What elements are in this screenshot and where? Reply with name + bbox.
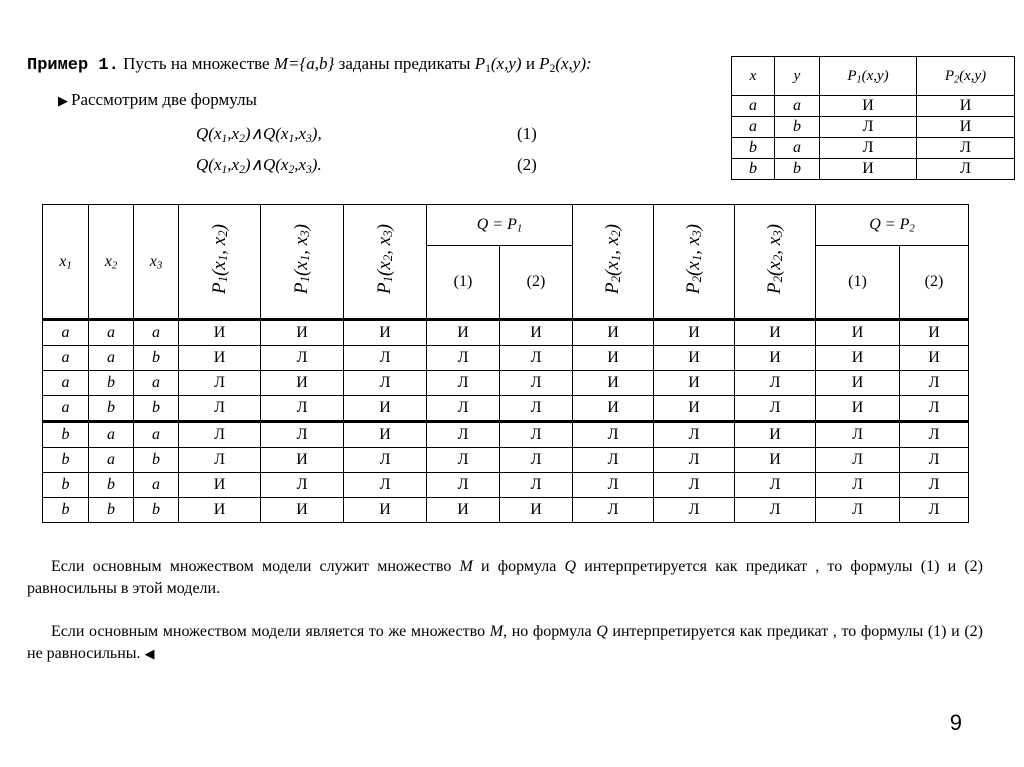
table-cell: И	[179, 320, 261, 346]
page-number: 9	[949, 710, 962, 735]
small-table-cell: b	[775, 117, 820, 138]
table-cell: Л	[500, 396, 573, 422]
table-cell: Л	[735, 396, 816, 422]
header-q-p2: $Q = P_2$	[816, 205, 969, 246]
table-cell: Л	[179, 448, 261, 473]
table-cell: Л	[900, 448, 969, 473]
paragraph-2	[27, 621, 983, 665]
table-cell: Л	[261, 473, 344, 498]
table-cell: И	[816, 371, 900, 396]
header-p1-x1x2-label: $P_1(x_1$, $x_2$)	[208, 224, 230, 294]
table-cell: a	[43, 396, 89, 422]
header-q2-formula1: (1)	[816, 246, 900, 320]
table-cell: Л	[427, 448, 500, 473]
set-m: M	[273, 54, 289, 73]
table-cell: И	[573, 320, 654, 346]
table-cell: И	[344, 422, 427, 448]
table-cell: a	[43, 320, 89, 346]
small-table-cell: И	[917, 117, 1015, 138]
table-cell: Л	[573, 498, 654, 523]
table-cell: Л	[735, 371, 816, 396]
table-cell: b	[89, 371, 134, 396]
table-cell: Л	[573, 448, 654, 473]
table-cell: a	[134, 422, 179, 448]
small-table-cell: a	[732, 96, 775, 117]
paragraph-2-text: Если основным множеством модели является то же множество M, но формула Q интерпретируется как предикат , то формулы (1) и (2) не равносильны.	[27, 623, 984, 662]
small-table-cell: И	[820, 96, 917, 117]
table-cell: И	[179, 498, 261, 523]
header-p1-x1x3	[261, 205, 344, 320]
table-cell: b	[134, 448, 179, 473]
table-cell: И	[500, 498, 573, 523]
paragraph-1-text: Если основным множеством модели служит множество M и формула Q интерпретируется как предикат , то формулы (1) и (2) равносильны в этой модели.	[27, 558, 983, 597]
formula-2-number: (2)	[517, 155, 537, 174]
table-cell: Л	[344, 473, 427, 498]
table-row	[43, 320, 969, 346]
table-cell: Л	[816, 422, 900, 448]
table-cell: Л	[500, 448, 573, 473]
table-cell: b	[134, 346, 179, 371]
formula-1	[196, 124, 322, 144]
table-row	[43, 473, 969, 498]
table-cell: Л	[900, 498, 969, 523]
p1-symbol: P	[474, 54, 486, 73]
table-cell: И	[900, 320, 969, 346]
header-x3: $x_3$	[134, 205, 179, 320]
table-cell: Л	[900, 371, 969, 396]
table-cell: Л	[654, 422, 735, 448]
table-row	[43, 422, 969, 448]
set-elements: ={a,b}	[288, 54, 335, 73]
table-cell: a	[89, 448, 134, 473]
table-cell: b	[43, 473, 89, 498]
bullet-left-icon: ◀	[144, 646, 155, 661]
table-row	[43, 498, 969, 523]
small-table-cell: И	[917, 96, 1015, 117]
header-p2-x1x2-label: $P_2(x_1$, $x_2$)	[602, 224, 624, 294]
small-table-row	[732, 159, 1015, 180]
small-table-cell: b	[775, 159, 820, 180]
table-cell: И	[573, 371, 654, 396]
table-cell: Л	[500, 371, 573, 396]
table-cell: b	[89, 473, 134, 498]
table-cell: И	[261, 498, 344, 523]
table-cell: И	[735, 320, 816, 346]
header-p2-x1x3	[654, 205, 735, 320]
small-table-cell: Л	[917, 138, 1015, 159]
table-cell: Л	[179, 422, 261, 448]
table-row	[43, 346, 969, 371]
table-row	[43, 448, 969, 473]
table-cell: И	[654, 346, 735, 371]
table-cell: Л	[427, 371, 500, 396]
table-cell: И	[735, 346, 816, 371]
small-header-p1: $P_1(x,y)$	[820, 57, 917, 96]
table-cell: a	[134, 320, 179, 346]
intro-and: и	[521, 54, 540, 73]
formula-1-number: (1)	[517, 124, 537, 143]
table-cell: Л	[344, 448, 427, 473]
table-cell: И	[261, 448, 344, 473]
formula-2-text: $Q(x_1,x_2)\wedge Q(x_2,x_3)$.	[196, 155, 322, 176]
intro-text-a: Пусть на множестве	[123, 54, 274, 73]
table-cell: b	[43, 448, 89, 473]
small-table-cell: Л	[917, 159, 1015, 180]
small-header-x: x	[732, 57, 775, 96]
small-table-cell: a	[775, 96, 820, 117]
table-cell: И	[427, 320, 500, 346]
table-cell: Л	[179, 371, 261, 396]
small-header-p2: $P_2(x,y)$	[917, 57, 1015, 96]
table-cell: И	[735, 448, 816, 473]
table-cell: И	[261, 371, 344, 396]
header-p2-x2x3	[735, 205, 816, 320]
bullet-right-icon: ▶	[58, 93, 68, 108]
table-cell: И	[654, 320, 735, 346]
table-cell: Л	[261, 396, 344, 422]
small-table-cell: a	[775, 138, 820, 159]
table-cell: И	[344, 498, 427, 523]
table-cell: И	[816, 396, 900, 422]
table-row	[43, 371, 969, 396]
table-cell: Л	[573, 473, 654, 498]
table-cell: Л	[816, 498, 900, 523]
table-cell: a	[89, 422, 134, 448]
paragraph-1	[27, 556, 983, 600]
header-q1-formula1: (1)	[427, 246, 500, 320]
table-cell: Л	[427, 473, 500, 498]
small-table-cell: Л	[820, 117, 917, 138]
header-p2-x1x3-label: $P_2(x_1$, $x_3$)	[683, 224, 705, 294]
table-cell: И	[261, 320, 344, 346]
table-cell: Л	[500, 422, 573, 448]
table-cell: И	[427, 498, 500, 523]
header-x1: $x_1$	[43, 205, 89, 320]
table-cell: И	[735, 422, 816, 448]
table-cell: a	[134, 473, 179, 498]
header-q-p1: $Q = P_1$	[427, 205, 573, 246]
truth-table	[42, 204, 969, 523]
table-cell: b	[89, 498, 134, 523]
table-cell: Л	[427, 396, 500, 422]
table-cell: a	[89, 320, 134, 346]
consider-text: Рассмотрим две формулы	[71, 90, 257, 109]
formula-2	[196, 155, 322, 175]
header-p1-x1x2	[179, 205, 261, 320]
header-p1-x2x3-label: $P_1(x_2$, $x_3$)	[374, 224, 396, 294]
table-cell: И	[654, 396, 735, 422]
small-table-row	[732, 138, 1015, 159]
small-table-row	[732, 117, 1015, 138]
small-table-cell: b	[732, 138, 775, 159]
small-table-row	[732, 96, 1015, 117]
header-q1-formula2: (2)	[500, 246, 573, 320]
consider-line	[58, 90, 257, 110]
table-cell: Л	[900, 473, 969, 498]
table-cell: b	[89, 396, 134, 422]
table-cell: Л	[261, 422, 344, 448]
table-cell: Л	[816, 473, 900, 498]
table-cell: a	[89, 346, 134, 371]
table-cell: Л	[654, 498, 735, 523]
table-cell: Л	[344, 346, 427, 371]
header-p1-x1x3-label: $P_1(x_1$, $x_3$)	[291, 224, 313, 294]
small-table-cell: И	[820, 159, 917, 180]
table-cell: Л	[900, 396, 969, 422]
table-cell: Л	[654, 473, 735, 498]
table-cell: Л	[735, 473, 816, 498]
table-cell: Л	[500, 346, 573, 371]
table-cell: И	[654, 371, 735, 396]
table-cell: Л	[500, 473, 573, 498]
table-cell: Л	[816, 448, 900, 473]
table-cell: И	[344, 320, 427, 346]
small-table-cell: a	[732, 117, 775, 138]
header-p2-x1x2	[573, 205, 654, 320]
table-cell: Л	[573, 422, 654, 448]
example-intro: Пример 1. Пусть на множестве M={a,b} заданы предикаты $P_1(x,y)$ и $P_2(x,y)$:	[27, 54, 592, 75]
table-row	[43, 396, 969, 422]
table-cell: a	[43, 346, 89, 371]
table-cell: И	[573, 396, 654, 422]
table-cell: Л	[427, 422, 500, 448]
table-cell: b	[43, 498, 89, 523]
table-cell: И	[573, 346, 654, 371]
example-label: Пример 1.	[27, 56, 119, 75]
table-cell: И	[344, 396, 427, 422]
table-cell: b	[134, 498, 179, 523]
header-q2-formula2: (2)	[900, 246, 969, 320]
table-cell: Л	[654, 448, 735, 473]
table-cell: Л	[179, 396, 261, 422]
header-p1-x2x3	[344, 205, 427, 320]
table-cell: И	[816, 320, 900, 346]
p2-args: (x,y):	[555, 54, 592, 73]
table-cell: Л	[900, 422, 969, 448]
intro-text-b: заданы предикаты	[334, 54, 475, 73]
header-p2-x2x3-label: $P_2(x_2$, $x_3$)	[764, 224, 786, 294]
table-cell: И	[900, 346, 969, 371]
table-cell: b	[43, 422, 89, 448]
small-table-cell: Л	[820, 138, 917, 159]
predicate-table	[731, 56, 1015, 180]
table-cell: И	[179, 473, 261, 498]
table-cell: b	[134, 396, 179, 422]
table-cell: И	[179, 346, 261, 371]
table-cell: Л	[427, 346, 500, 371]
header-x2: $x_2$	[89, 205, 134, 320]
table-cell: a	[43, 371, 89, 396]
table-cell: И	[816, 346, 900, 371]
small-header-y: y	[775, 57, 820, 96]
table-cell: И	[500, 320, 573, 346]
small-table-cell: b	[732, 159, 775, 180]
table-cell: Л	[344, 371, 427, 396]
table-cell: Л	[735, 498, 816, 523]
table-cell: a	[134, 371, 179, 396]
table-cell: Л	[261, 346, 344, 371]
p1-args: (x,y)	[490, 54, 522, 73]
p2-symbol: P	[539, 54, 550, 73]
formula-1-text: $Q(x_1,x_2)\wedge Q(x_1,x_3)$,	[196, 124, 322, 145]
